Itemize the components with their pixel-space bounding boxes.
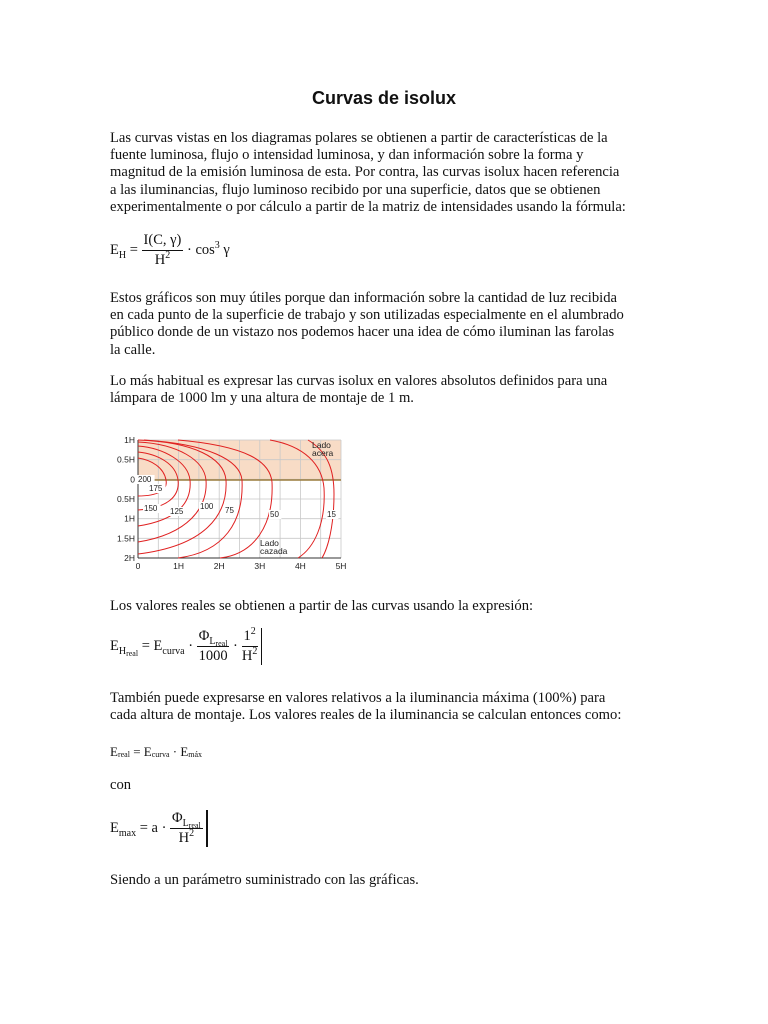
paragraph-real-values: [110, 598, 660, 615]
text-line: la calle.: [110, 341, 156, 358]
text-line: en cada punto de la superficie de trabajo y son utilizadas especialmente en el alumbrado: [110, 307, 624, 324]
contour-label: 15: [327, 510, 336, 519]
formula-eh-cos-exp: 3: [214, 239, 220, 251]
contour-label: 75: [225, 506, 234, 515]
contour-label: 150: [144, 504, 158, 513]
text-line: magnitud de la emisión luminosa de esta. Por contra, las curvas isolux hacen referencia: [110, 164, 620, 181]
text-line: con: [110, 777, 132, 793]
formula-ehreal-lhs-sub: Hreal: [118, 645, 139, 658]
formula-ehreal-lhs: E: [110, 637, 119, 654]
y-tick-label: 2H: [124, 553, 135, 563]
paragraph-closing: [110, 872, 660, 889]
contour-label: 125: [170, 507, 184, 516]
formula-eh-eq: =: [129, 241, 138, 258]
text-line: Estos gráficos son muy útiles porque dan información sobre la cantidad de luz recibida: [110, 290, 617, 306]
y-tick-label: 0.5H: [117, 454, 135, 465]
formula-ehreal: [110, 628, 262, 665]
formula-ehreal-dot: ·: [188, 637, 194, 654]
region-label-acera: acera: [312, 448, 334, 458]
text-line: También puede expresarse en valores relativos a la iluminancia máxima (100%) para: [110, 690, 606, 706]
x-tick-label: 1H: [173, 561, 185, 571]
x-tick-label: 0: [135, 561, 141, 571]
formula-eh-numerator: I(C, γ): [142, 232, 184, 251]
region-label-cazada: Lado: [260, 538, 279, 548]
paragraph-relative: [110, 690, 660, 724]
formula-emax-frac: $\frac{\Phi_{Lreal}}{H^2}$: [170, 810, 208, 847]
y-tick-label: 0: [130, 474, 135, 485]
contour-label: 200: [138, 475, 152, 484]
text-line: Los valores reales se obtienen a partir de las curvas usando la expresión:: [110, 598, 534, 614]
y-tick-label: 1H: [124, 513, 135, 524]
formula-emax: $E_{max} = a$ · $\frac{\Phi_{Lreal}}{H^2}$: [110, 810, 208, 847]
x-tick-label: 2H: [213, 561, 225, 571]
formula-eh-lhs-sub: H: [118, 249, 127, 261]
page-title: Curvas de isolux: [311, 88, 457, 108]
formula-eh-denominator: $H^2$: [154, 250, 171, 268]
text-line: experimentalmente o por cálculo a partir de la matriz de intensidades usando la fórmula:: [110, 198, 626, 215]
formula-ehreal-curva: curva: [162, 645, 185, 657]
text-line: cada altura de montaje. Los valores reales de la iluminancia se calculan entonces como:: [110, 707, 622, 724]
formula-ehreal-eq: = E: [141, 637, 163, 654]
text-line: público donde de un vistazo nos podemos hacer una idea de cómo iluminan las farolas: [110, 324, 615, 341]
paragraph-con: [110, 777, 660, 794]
x-tick-label: 4H: [294, 561, 306, 571]
isolux-chart-svg: [108, 430, 358, 580]
x-tick-label: 3H: [254, 561, 266, 571]
formula-ereal: Ereal = Ecurva · Emáx: [110, 744, 203, 759]
text-line: Siendo a un parámetro suministrado con las gráficas.: [110, 872, 419, 888]
text-line: lámpara de 1000 lm y una altura de montaje de 1 m.: [110, 390, 414, 407]
y-tick-label: 0.5H: [117, 494, 135, 504]
formula-eh-cos: · cos: [186, 241, 215, 258]
region-label-cazada: cazada: [260, 546, 288, 556]
formula-ehreal-dot2: ·: [233, 637, 238, 654]
paragraph-intro: [110, 130, 660, 216]
contour-label: 100: [200, 502, 214, 511]
formula-eh-fraction: [142, 232, 184, 269]
y-tick-label: 1.5H: [117, 533, 135, 544]
isolux-chart: [108, 430, 358, 580]
y-tick-label: 1H: [124, 435, 135, 445]
paragraph-absolute: [110, 373, 660, 407]
formula-ehreal-frac2: $\frac{1^2}{H^2}$: [242, 628, 262, 665]
paragraph-usage: [110, 290, 660, 359]
text-line: Las curvas vistas en los diagramas polares se obtienen a partir de características de la: [110, 130, 608, 146]
contour-label: 50: [270, 510, 279, 519]
text-line: fuente luminosa, flujo o intensidad luminosa, y dan información sobre la forma y: [110, 147, 584, 164]
formula-eh: [110, 232, 230, 269]
formula-ehreal-frac1: $\frac{\Phi_{Lreal}}{1000}$: [198, 628, 228, 664]
contour-label: 175: [149, 484, 163, 493]
text-line: Lo más habitual es expresar las curvas isolux en valores absolutos definidos para una: [110, 373, 608, 389]
x-tick-label: 5H: [335, 561, 347, 571]
formula-eh-gamma: γ: [223, 241, 230, 258]
formula-eh-lhs: E: [110, 241, 119, 258]
text-line: a las iluminancias, flujo luminoso recibido por una superficie, datos que se obtienen: [110, 181, 601, 198]
region-label-acera: Lado: [312, 440, 331, 450]
